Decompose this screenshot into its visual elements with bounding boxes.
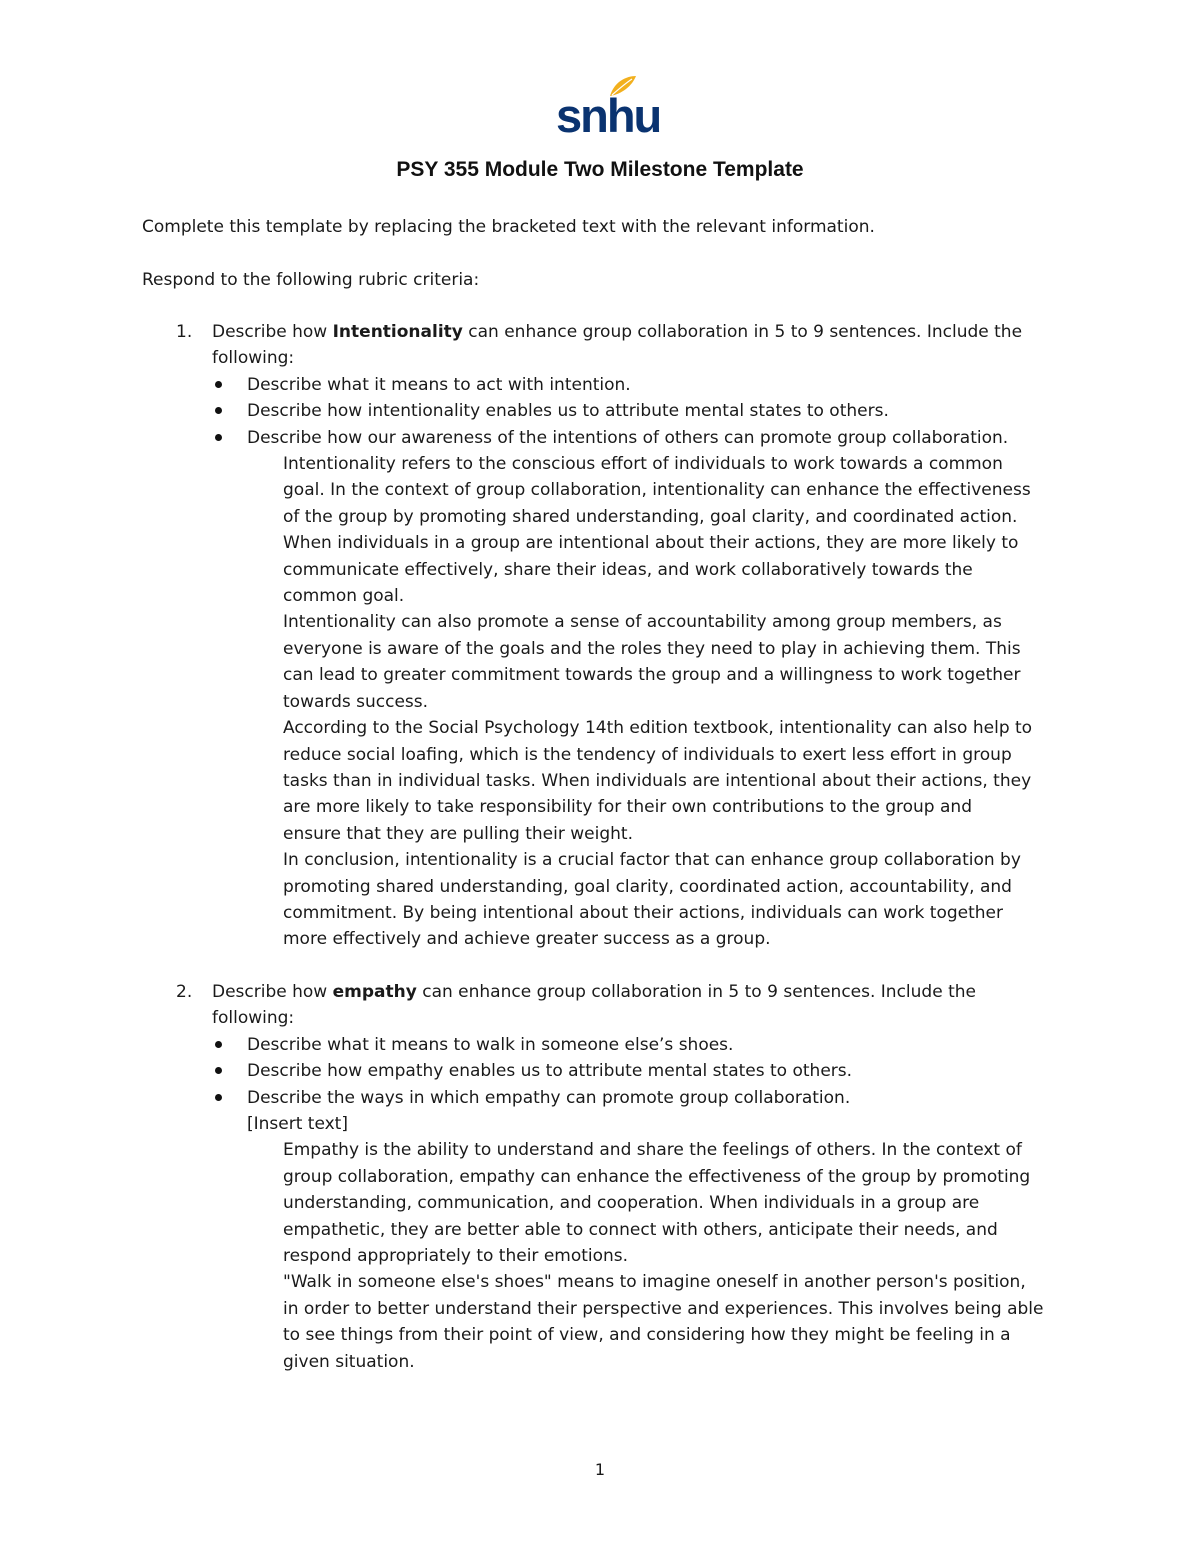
item-prompt: Describe how empathy can enhance group collaboration in 5 to 9 sentences. Include the [212, 982, 976, 1002]
bullet-icon [215, 407, 222, 414]
bullet-icon [215, 1094, 222, 1101]
list-item: Describe how our awareness of the intentions of others can promote group collaboration. [212, 425, 1062, 451]
item-number: 1. [176, 322, 193, 342]
list-item: Describe how intentionality enables us to attribute mental states to others. [212, 398, 1062, 424]
bullet-list [212, 1032, 1062, 1111]
snhu-logo [556, 74, 661, 142]
list-item: Describe the ways in which empathy can promote group collaboration. [212, 1085, 1062, 1111]
rubric-intro-text: Respond to the following rubric criteria: [142, 270, 480, 290]
prompt-keyword: Intentionality [332, 322, 463, 342]
answer-text: Empathy is the ability to understand and share the feelings of others. In the context of group collaboration, empathy can enhance the effectiveness of the group by promoting understanding, communication, and cooperation. When individuals in a group are empathetic, they are better able to connect with others, anticipate their needs, and respond appropriately to their emotions. "Walk in someone else's shoes" means to imagine oneself in another person's position, in order to better understand their perspective and experiences. This involves being able to see things from their point of view, and considering how they might be feeling in a given situation. [283, 1140, 1044, 1372]
bullet-icon [215, 434, 222, 441]
prompt-keyword: empathy [332, 982, 417, 1002]
rubric-item-1 [142, 319, 1062, 953]
bullet-icon [215, 1041, 222, 1048]
bullet-icon [215, 1067, 222, 1074]
logo-wordmark: snhu [556, 89, 661, 142]
answer-text: Intentionality refers to the conscious effort of individuals to work towards a common goal. In the context of group collaboration, intentionality can enhance the effectiveness of the group by promoting shared understanding, goal clarity, and coordinated action. When individuals in a group are intentional about their actions, they are more likely to communicate effectively, share their ideas, and work collaboratively towards the common goal. Intentionality can also promote a sense of accountability among group members, as everyone is aware of the goals and the roles they need to play in achieving them. This can lead to greater commitment towards the group and a willingness to work together towards success. According to the Social Psychology 14th edition textbook, intentionality can also help to reduce social loafing, which is the tendency of individuals to exert less effort in group tasks than in individual tasks. When individuals are intentional about their actions, they are more likely to take responsibility for their own contributions to the group and ensure that they are pulling their weight. In conclusion, intentionality is a crucial factor that can enhance group collaboration by promoting shared understanding, goal clarity, coordinated action, accountability, and commitment. By being intentional about their actions, individuals can work together more effectively and achieve greater success as a group. [283, 454, 1033, 950]
page-number: 1 [594, 1460, 606, 1479]
bullet-icon [215, 381, 222, 388]
bullet-list [212, 372, 1062, 451]
item-prompt-line2: following: [212, 348, 295, 369]
item-prompt: Describe how Intentionality can enhance group collaboration in 5 to 9 sentences. Include the [212, 322, 1023, 342]
list-item: Describe how empathy enables us to attribute mental states to others. [212, 1058, 1062, 1084]
list-item: Describe what it means to act with intention. [212, 372, 1062, 398]
instructions-text: Complete this template by replacing the bracketed text with the relevant information. [142, 217, 875, 237]
item-prompt-line2: following: [212, 1008, 295, 1029]
page-title: PSY 355 Module Two Milestone Template [396, 158, 804, 181]
insert-text-placeholder: [Insert text] [247, 1114, 348, 1135]
list-item: Describe what it means to walk in someone else’s shoes. [212, 1032, 1062, 1058]
item-number: 2. [176, 982, 193, 1002]
rubric-item-2 [142, 979, 1062, 1375]
